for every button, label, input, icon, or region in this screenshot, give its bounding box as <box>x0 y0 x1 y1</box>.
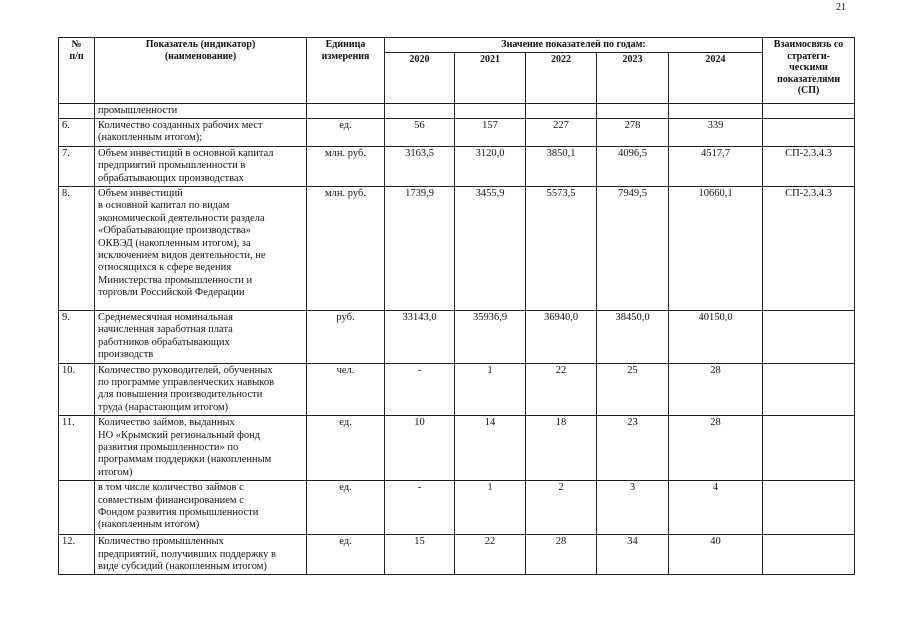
header-num: № п/п <box>59 38 95 104</box>
header-link: Взаимосвязь со стратеги- ческими показателями (СП) <box>763 38 855 104</box>
header-year: 2021 <box>455 52 526 103</box>
value-cell: 33143,0 <box>385 310 455 363</box>
value-cell: 1 <box>455 481 526 535</box>
unit-cell <box>307 103 385 118</box>
strategic-link <box>763 535 855 575</box>
value-cell: 278 <box>597 118 669 146</box>
row-number <box>59 103 95 118</box>
value-cell <box>455 103 526 118</box>
page-number: 21 <box>836 2 846 13</box>
value-cell: 10 <box>385 416 455 481</box>
value-cell: 157 <box>455 118 526 146</box>
strategic-link <box>763 416 855 481</box>
value-cell: - <box>385 481 455 535</box>
value-cell: 7949,5 <box>597 186 669 310</box>
row-number: 7. <box>59 146 95 186</box>
row-number: 8. <box>59 186 95 310</box>
value-cell: 18 <box>526 416 597 481</box>
row-number: 12. <box>59 535 95 575</box>
value-cell: 14 <box>455 416 526 481</box>
header-values-group: Значение показателей по годам: <box>385 38 763 53</box>
strategic-link <box>763 363 855 416</box>
value-cell: 35936,9 <box>455 310 526 363</box>
table-row <box>59 146 855 186</box>
value-cell: 28 <box>669 416 763 481</box>
strategic-link <box>763 118 855 146</box>
strategic-link <box>763 103 855 118</box>
value-cell: 3455,9 <box>455 186 526 310</box>
header-indicator: Показатель (индикатор) (наименование) <box>95 38 307 104</box>
indicator-name: Количество созданных рабочих мест (накопленным итогом); <box>95 118 307 146</box>
value-cell: 56 <box>385 118 455 146</box>
indicator-name: Объем инвестиций в основной капитал предприятий промышленности в обрабатывающих производствах <box>95 146 307 186</box>
unit-cell: ед. <box>307 481 385 535</box>
value-cell: 3163,5 <box>385 146 455 186</box>
table-row <box>59 186 855 310</box>
value-cell: 227 <box>526 118 597 146</box>
value-cell: 15 <box>385 535 455 575</box>
indicator-name: Объем инвестиций в основной капитал по видам экономической деятельности раздела «Обрабатывающие производства» ОКВЭД (накопленным итогом), за исключением видов деятельности, не относящихся к сфере ведения Министерства промышленности и торговли Российской Федерации <box>95 186 307 310</box>
table-row <box>59 363 855 416</box>
table-row <box>59 416 855 481</box>
indicator-name: Среднемесячная номинальная начисленная заработная плата работников обрабатывающих производств <box>95 310 307 363</box>
indicator-name: Количество руководителей, обученных по программе управленческих навыков для повышения производительности труда (нарастающим итогом) <box>95 363 307 416</box>
value-cell: - <box>385 363 455 416</box>
table-row <box>59 118 855 146</box>
value-cell: 3120,0 <box>455 146 526 186</box>
table-row <box>59 103 855 118</box>
value-cell <box>385 103 455 118</box>
strategic-link <box>763 481 855 535</box>
value-cell: 3850,1 <box>526 146 597 186</box>
value-cell: 4517,7 <box>669 146 763 186</box>
value-cell: 38450,0 <box>597 310 669 363</box>
unit-cell: ед. <box>307 416 385 481</box>
value-cell <box>669 103 763 118</box>
unit-cell: ед. <box>307 118 385 146</box>
value-cell: 34 <box>597 535 669 575</box>
row-number: 9. <box>59 310 95 363</box>
unit-cell: чел. <box>307 363 385 416</box>
unit-cell: млн. руб. <box>307 146 385 186</box>
unit-cell: руб. <box>307 310 385 363</box>
row-number: 10. <box>59 363 95 416</box>
header-unit: Единица измерения <box>307 38 385 104</box>
header-year: 2022 <box>526 52 597 103</box>
strategic-link: СП-2.3.4.3 <box>763 186 855 310</box>
value-cell: 36940,0 <box>526 310 597 363</box>
value-cell: 28 <box>526 535 597 575</box>
strategic-link: СП-2.3.4.3 <box>763 146 855 186</box>
value-cell: 28 <box>669 363 763 416</box>
value-cell: 2 <box>526 481 597 535</box>
value-cell <box>597 103 669 118</box>
row-number: 6. <box>59 118 95 146</box>
header-year: 2020 <box>385 52 455 103</box>
value-cell: 40150,0 <box>669 310 763 363</box>
indicator-name: Количество займов, выданных НО «Крымский региональный фонд развития промышленности» по программам поддержки (накопленным итогом) <box>95 416 307 481</box>
indicator-name: промышленности <box>95 103 307 118</box>
indicators-table <box>58 37 855 575</box>
row-number: 11. <box>59 416 95 481</box>
value-cell: 5573,5 <box>526 186 597 310</box>
value-cell: 339 <box>669 118 763 146</box>
table-body <box>59 103 855 575</box>
unit-cell: ед. <box>307 535 385 575</box>
header-year: 2023 <box>597 52 669 103</box>
value-cell: 22 <box>455 535 526 575</box>
value-cell: 40 <box>669 535 763 575</box>
value-cell <box>526 103 597 118</box>
table-row <box>59 535 855 575</box>
value-cell: 1 <box>455 363 526 416</box>
table-row <box>59 481 855 535</box>
header-year: 2024 <box>669 52 763 103</box>
table-row <box>59 310 855 363</box>
value-cell: 4096,5 <box>597 146 669 186</box>
value-cell: 3 <box>597 481 669 535</box>
value-cell: 4 <box>669 481 763 535</box>
indicator-name: в том числе количество займов с совместным финансированием с Фондом развития промышленности (накопленным итогом) <box>95 481 307 535</box>
value-cell: 10660,1 <box>669 186 763 310</box>
value-cell: 25 <box>597 363 669 416</box>
indicator-name: Количество промышленных предприятий, получивших поддержку в виде субсидий (накопленным итогом) <box>95 535 307 575</box>
value-cell: 23 <box>597 416 669 481</box>
value-cell: 1739,9 <box>385 186 455 310</box>
row-number <box>59 481 95 535</box>
strategic-link <box>763 310 855 363</box>
value-cell: 22 <box>526 363 597 416</box>
unit-cell: млн. руб. <box>307 186 385 310</box>
